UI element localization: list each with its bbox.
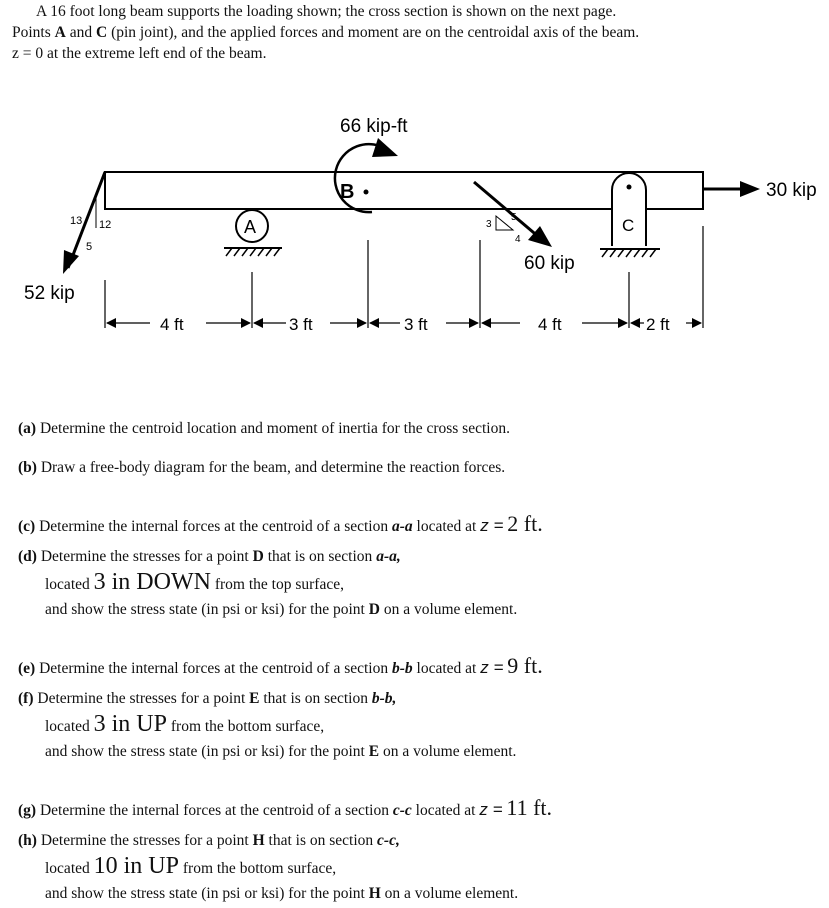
point-b-dot	[364, 190, 369, 195]
question-text: Determine the internal forces at the centroid of a section	[35, 660, 392, 677]
force-52-arrowhead	[63, 250, 79, 274]
section-label: b-b,	[371, 690, 397, 707]
question-text: located at	[412, 660, 481, 677]
question-text: Determine the internal forces at the centroid of a section	[36, 802, 393, 819]
location-value: 3 in DOWN	[93, 569, 211, 595]
section-label: b-b	[391, 660, 413, 677]
question-text: on a volume element.	[380, 885, 519, 902]
problem-intro	[12, 1, 812, 64]
question-text: from the bottom surface,	[167, 718, 325, 735]
question-label: (g)	[18, 802, 37, 819]
question-d	[18, 546, 401, 567]
question-d-location	[45, 569, 344, 595]
question-text: that is on section	[264, 832, 378, 849]
force-30-arrowhead	[740, 181, 760, 197]
slope-mid-hyp: 5	[511, 212, 517, 223]
dim-segment-1	[107, 315, 250, 334]
question-label: (a)	[18, 420, 37, 437]
question-text: from the bottom surface,	[179, 860, 337, 877]
point-label: H	[252, 832, 265, 849]
beam-diagram	[0, 100, 829, 350]
z-equals: z =	[480, 516, 504, 535]
question-text: and show the stress state (in psi or ksi) for the point	[45, 743, 369, 760]
question-text: Determine the stresses for a point	[36, 548, 253, 565]
support-a-label: A	[244, 217, 257, 237]
question-c	[18, 513, 543, 537]
question-label: (b)	[18, 459, 37, 476]
point-label: D	[368, 601, 380, 618]
question-text: and show the stress state (in psi or ksi) for the point	[45, 885, 369, 902]
location-value: 10 in UP	[93, 853, 179, 879]
intro-text: (pin joint), and the applied forces and moment are on the centroidal axis of the beam.	[107, 24, 640, 41]
question-d-show	[45, 599, 517, 620]
question-text: located	[45, 576, 94, 593]
section-label: c-c	[392, 802, 412, 819]
moment-arrowhead	[372, 138, 398, 157]
location-value: 3 in UP	[93, 711, 167, 737]
question-g	[18, 797, 552, 821]
question-label: (h)	[18, 832, 37, 849]
z-equals: z =	[480, 658, 504, 677]
force-30-label: 30 kip	[766, 180, 817, 201]
point-b-label: B	[340, 181, 355, 203]
question-b	[18, 457, 505, 478]
intro-line-1: A 16 foot long beam supports the loading shown; the cross section is shown on the next page.	[36, 3, 617, 20]
question-text: Draw a free-body diagram for the beam, and determine the reaction forces.	[36, 459, 506, 476]
slope-left-horiz: 5	[86, 241, 93, 253]
question-h-show	[45, 883, 518, 904]
dim-segment-4	[482, 315, 627, 334]
z-equals: z =	[479, 800, 503, 819]
intro-text: Points	[12, 24, 55, 41]
question-text: on a volume element.	[379, 601, 518, 618]
point-label: D	[252, 548, 264, 565]
question-text: from the top surface,	[210, 576, 344, 593]
dim-label-1: 4 ft	[160, 315, 184, 334]
slope-left-hyp: 13	[70, 215, 83, 227]
question-text: located at	[412, 518, 481, 535]
dim-label-2: 3 ft	[289, 315, 313, 334]
z-value: 9 ft.	[507, 653, 543, 678]
question-f-show	[45, 741, 516, 762]
support-a-hatch	[226, 248, 280, 256]
intro-text: and	[65, 24, 96, 41]
question-text: and show the stress state (in psi or ksi) for the point	[45, 601, 369, 618]
point-label: E	[249, 690, 260, 707]
point-c-label: C	[95, 24, 108, 41]
question-h	[18, 830, 400, 851]
dim-label-4: 4 ft	[538, 315, 562, 334]
dim-segment-3	[370, 315, 478, 334]
question-text: Determine the internal forces at the centroid of a section	[35, 518, 392, 535]
question-h-location	[45, 853, 337, 879]
support-c-label: C	[622, 216, 635, 235]
section-label: a-a,	[376, 548, 401, 565]
z-value: 11 ft.	[506, 795, 553, 820]
support-c-dot	[627, 185, 632, 190]
slope-left-vert: 12	[99, 219, 112, 231]
point-a-label: A	[54, 24, 66, 41]
dim-label-5: 2 ft	[646, 315, 670, 334]
question-text: Determine the stresses for a point	[33, 690, 250, 707]
slope-mid-b: 4	[515, 234, 521, 245]
question-label: (e)	[18, 660, 36, 677]
dim-segment-5	[631, 315, 701, 334]
question-text: located	[45, 860, 94, 877]
force-60-label: 60 kip	[524, 253, 575, 274]
question-a	[18, 418, 510, 439]
force-52-label: 52 kip	[24, 283, 75, 304]
question-text: located at	[411, 802, 480, 819]
support-c-hatch	[602, 249, 656, 257]
question-text: that is on section	[259, 690, 372, 707]
question-text: that is on section	[263, 548, 377, 565]
dim-label-3: 3 ft	[404, 315, 428, 334]
question-text: on a volume element.	[379, 743, 517, 760]
question-f-location	[45, 711, 325, 737]
dim-segment-2	[254, 315, 366, 334]
support-c-pin	[612, 173, 646, 246]
point-label: E	[368, 743, 380, 760]
slope-mid-a: 3	[486, 219, 492, 230]
question-text: Determine the stresses for a point	[36, 832, 253, 849]
section-label: a-a	[391, 518, 413, 535]
intro-line-3: z = 0 at the extreme left end of the beam.	[12, 45, 267, 62]
question-label: (c)	[18, 518, 36, 535]
section-label: c-c,	[377, 832, 400, 849]
intro-line-2	[12, 22, 812, 43]
question-text: located	[45, 718, 94, 735]
point-label: H	[368, 885, 381, 902]
question-label: (f)	[18, 690, 34, 707]
question-text: Determine the centroid location and moment of inertia for the cross section.	[36, 420, 510, 437]
question-e	[18, 655, 543, 679]
moment-label: 66 kip-ft	[340, 116, 408, 137]
question-f	[18, 688, 396, 709]
z-value: 2 ft.	[507, 511, 543, 536]
question-label: (d)	[18, 548, 37, 565]
